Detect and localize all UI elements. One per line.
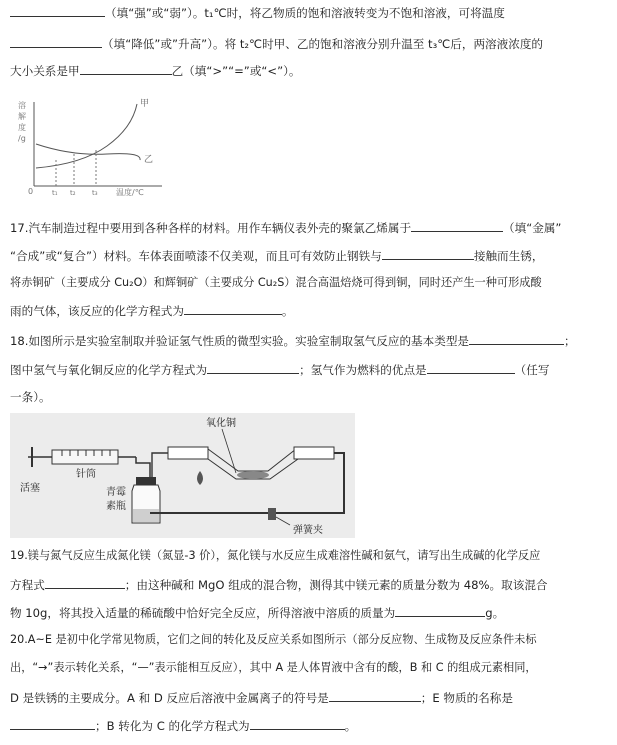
spring-clip-icon [268,508,276,520]
q20-line-4-text-a: ；B 转化为 C 的化学方程式为 [95,719,250,733]
q18-line-1-text-a: 18.如图所示是实验室制取并验证氢气性质的微型实验。实验室制取氢气反应的基本类型是 [10,334,470,348]
q20-answer-blank-1[interactable] [329,689,421,702]
q18-answer-blank-3[interactable] [427,361,515,374]
label-bottle-2: 素瓶 [106,501,126,512]
q19-line-1-text: 19.镁与氮气反应生成氮化镁（氮显-3 价），氮化镁与水反应生成难溶性碱和氨气，请写出生成碱的化学反应 [10,549,541,562]
q19-line-3 [10,604,504,621]
q17-line-3 [10,275,542,291]
label-cuo: 氧化铜 [206,418,236,429]
graph-label-jia: 甲 [140,99,150,109]
solubility-graph [12,94,167,199]
q19-line-2-text-b: ；由这种碱和 MgO 组成的混合物，测得其中镁元素的质量分数为 48%。取该混合 [124,578,548,592]
q19-line-2-text-a: 方程式 [10,578,45,592]
q17-answer-blank-2[interactable] [382,247,474,260]
q20-line-3-text-a: D 是铁锈的主要成分。A 和 D 反应后溶液中金属离子的符号是 [10,691,329,705]
graph-ylabel-2: 解 [18,112,26,121]
curve-yi [36,144,140,160]
q18-line-3-text: 一条）。 [10,390,51,404]
q16-answer-blank-3[interactable] [80,62,172,75]
q16-answer-blank-2[interactable] [10,35,102,48]
graph-xlabel: 温度/℃ [116,188,144,197]
graph-ylabel-4: /g [18,134,26,143]
q17-line-2 [10,247,543,264]
q20-line-3-text-b: ；E 物质的名称是 [420,691,513,705]
q16-line-2 [10,35,543,52]
q17-line-4-text-a: 雨的气体，该反应的化学方程式为 [10,304,184,318]
q18-line-3 [10,389,51,405]
q16-line-3 [10,62,301,79]
graph-tick-t3: t₃ [92,189,98,197]
q19-line-2 [10,576,548,593]
graph-ylabel-1: 溶 [18,101,26,110]
q18-line-2-text-b: ；氢气作为燃料的优点是 [299,363,427,377]
q19-line-3-text-a: 物 10g，将其投入适量的稀硫酸中恰好完全反应，所得溶液中溶质的质量为 [10,606,396,620]
q17-line-2-text-b: 接触而生锈， [473,249,544,263]
q17-line-2-text-a: “合成”或“复合”）材料。车体表面喷漆不仅美观，而且可有效防止钢铁与 [10,249,382,263]
q20-line-4 [10,717,356,734]
q16-answer-blank-1[interactable] [10,4,105,17]
graph-ylabel-3: 度 [18,123,26,132]
bottle-cap [136,477,156,485]
q18-line-2-text-c: （任写 [514,363,550,377]
label-clip: 弹簧夹 [293,525,323,536]
q19-answer-blank-1[interactable] [45,576,125,589]
q17-line-1-text-b: （填“金属” [503,221,562,235]
q18-line-2-text-a: 图中氢气与氧化铜反应的化学方程式为 [10,363,208,377]
q17-answer-blank-1[interactable] [411,219,503,232]
q17-line-1-text-a: 17.汽车制造过程中要用到各种各样的材料。用作车辆仪表外壳的聚氯乙烯属于 [10,221,412,235]
q20-answer-blank-3[interactable] [250,717,345,730]
q17-line-4 [10,302,294,319]
q18-line-1 [10,332,576,349]
q16-line-2-text: （填“降低”或”升高”）。将 t₂℃时甲、乙的饱和溶液分别升温至 t₃℃后，两溶液浓度的 [102,37,544,51]
q20-line-1 [10,632,537,648]
graph-origin: 0 [28,187,34,196]
reaction-tube-right [294,447,334,459]
q18-answer-blank-1[interactable] [469,332,564,345]
q20-line-1-text: 20.A~E 是初中化学常见物质，它们之间的转化及反应关系如图所示（部分反应物、生成物及反应条件未标 [10,633,537,646]
q17-line-4-text-b: 。 [281,304,294,318]
q20-answer-blank-2[interactable] [10,717,95,730]
q17-line-3-text: 将赤铜矿（主要成分 Cu₂O）和辉铜矿（主要成分 Cu₂S）混合高温焙烧可得到铜，同时还产生一种可形成酸 [10,276,542,289]
q18-line-1-text-b: ； [564,334,576,348]
q20-line-2-text: 出，“→”表示转化关系，“—”表示能相互反应），其中 A 是人体胃液中含有的酸，B 和 C 的组成元素相同， [10,661,537,674]
bottle-liquid [133,509,159,522]
graph-tick-t2: t₂ [70,189,76,197]
graph-tick-t1: t₁ [52,189,58,197]
q20-line-3 [10,689,513,706]
q17-answer-blank-3[interactable] [184,302,282,315]
q19-line-1 [10,548,540,564]
graph-label-yi: 乙 [144,155,154,165]
q16-line-1 [10,4,505,21]
label-plug: 活塞 [20,483,40,494]
hydrogen-apparatus-diagram [10,413,355,538]
label-bottle-1: 青霉 [106,487,126,498]
q19-line-3-text-b: g。 [485,606,505,620]
q20-line-2 [10,660,537,676]
q18-answer-blank-2[interactable] [207,361,299,374]
q16-line-1-text: （填“强”或“弱”）。t₁℃时，将乙物质的饱和溶液转变为不饱和溶液，可将温度 [105,6,505,20]
curve-jia [36,104,137,168]
label-needle: 针筒 [76,469,96,480]
q16-line-3-text-a: 大小关系是甲 [10,64,80,78]
q17-line-1 [10,219,561,236]
copper-oxide-powder [237,471,269,479]
q19-answer-blank-2[interactable] [395,604,485,617]
q16-line-3-text-b: 乙（填“>”“=”或“<”）。 [171,64,301,78]
reaction-tube-left [168,447,208,459]
q18-line-2 [10,361,549,378]
q20-line-4-text-b: 。 [344,719,357,733]
diagram-background [10,413,355,538]
